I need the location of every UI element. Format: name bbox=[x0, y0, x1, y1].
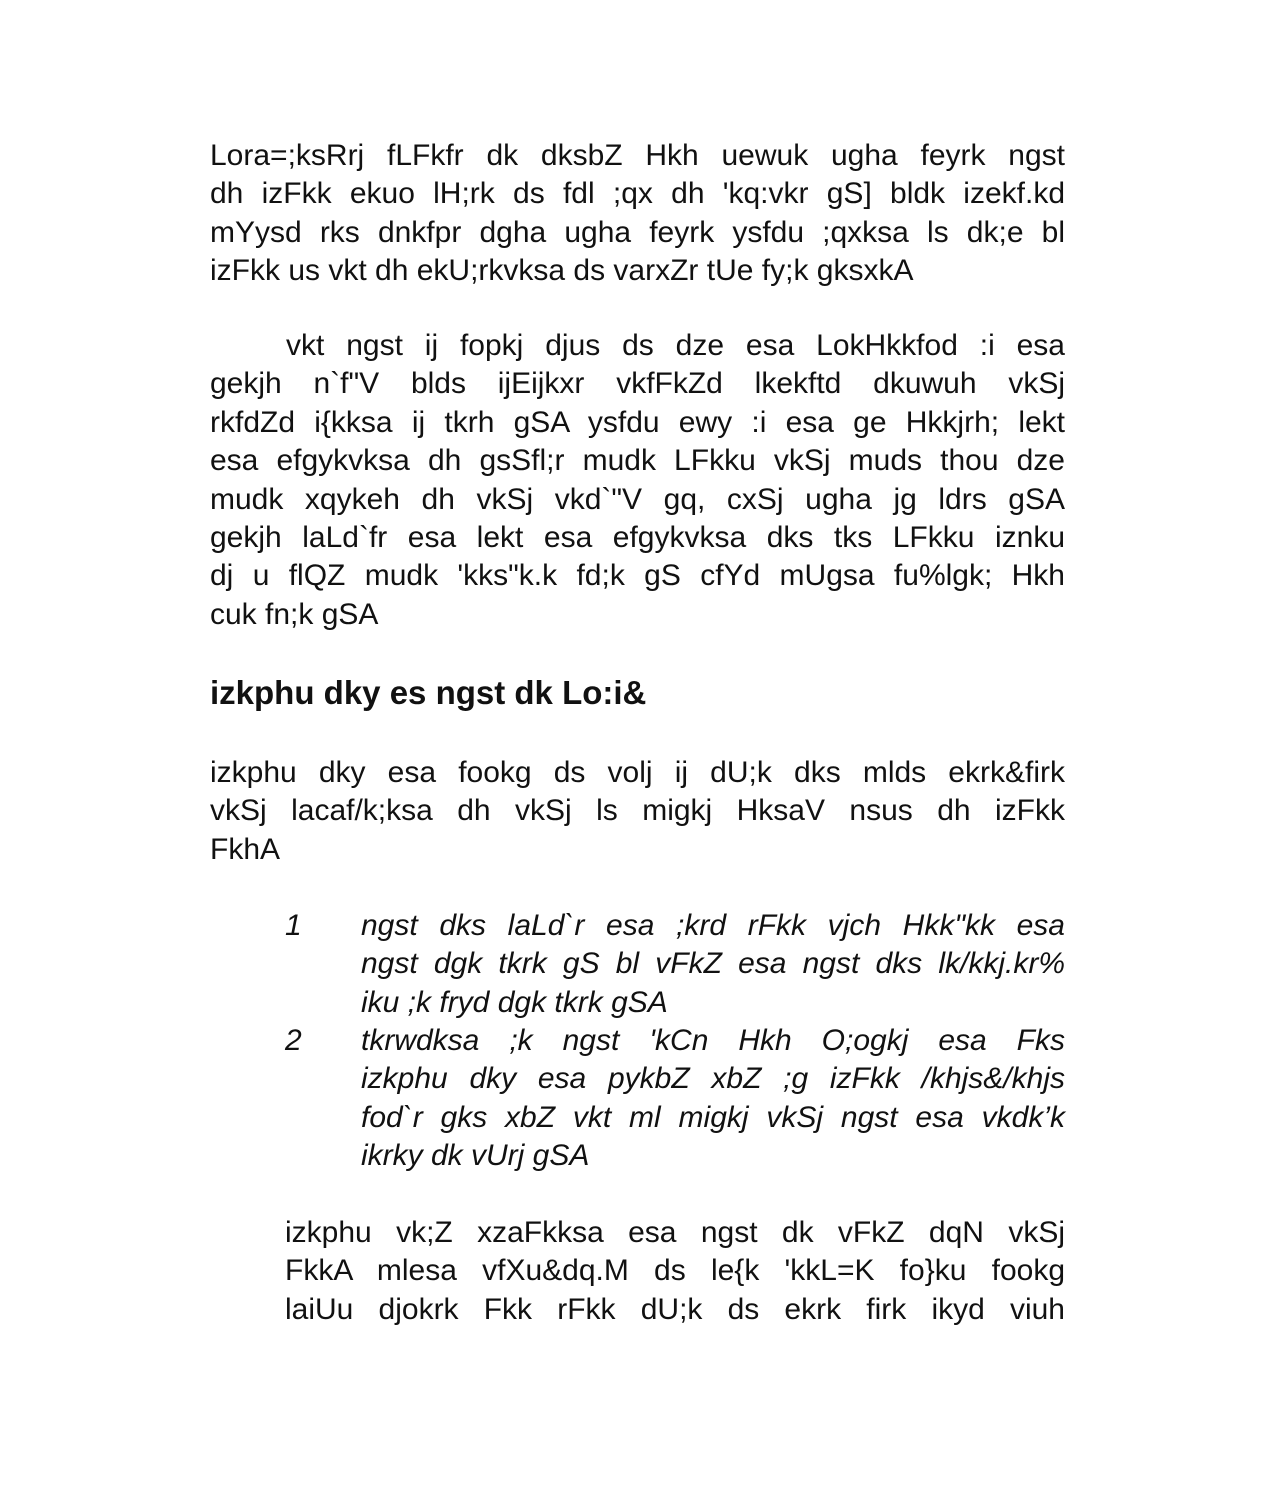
paragraph-line: dh izFkk ekuo lH;rk ds fdl ;qx dh 'kq:vkr gS] bldk izekf.kd bbox=[210, 177, 1065, 211]
section-heading: izkphu dky es ngst dk Lo:i& bbox=[210, 674, 647, 711]
paragraph-2 bbox=[210, 327, 1065, 634]
paragraph-line: dj u flQZ mudk 'kks"k.k fd;k gS cfYd mUgsa fu%lgk; Hkh bbox=[210, 559, 1065, 593]
paragraph-line: FkhA bbox=[210, 832, 281, 866]
list-line: ngst dks laLd`r esa ;krd rFkk vjch Hkk"kk esa bbox=[361, 909, 1065, 942]
list-text bbox=[361, 907, 1065, 1022]
paragraph-line: vkt ngst ij fopkj djus ds dze esa LokHkkfod :i esa bbox=[286, 329, 1065, 362]
paragraph-3 bbox=[210, 754, 1065, 869]
list-number: 2 bbox=[285, 1024, 302, 1057]
list-number: 1 bbox=[285, 909, 302, 942]
list-line: iku ;k fryd dgk tkrk gSA bbox=[361, 985, 668, 1019]
list-line: izkphu dky esa pykbZ xbZ ;g izFkk /khjs&/khjs bbox=[361, 1062, 1065, 1096]
paragraph-line: mudk xqykeh dh vkSj vkd`"V gq, cxSj ugha jg ldrs gSA bbox=[210, 482, 1065, 516]
list-line: tkrwdksa ;k ngst 'kCn Hkh O;ogkj esa Fks bbox=[361, 1024, 1065, 1057]
paragraph-line: gekjh n`f"V blds ijEijkxr vkfFkZd lkekftd dkuwuh vkSj bbox=[210, 367, 1065, 401]
paragraph-line: mYysd rks dnkfpr dgha ugha feyrk ysfdu ;qxksa ls dk;e bl bbox=[210, 215, 1065, 249]
paragraph-1 bbox=[210, 137, 1065, 291]
list-line: ngst dgk tkrk gS bl vFkZ esa ngst dks lk/kkj.kr% bbox=[361, 947, 1065, 981]
paragraph-line: cuk fn;k gSA bbox=[210, 597, 379, 631]
list-item bbox=[285, 1022, 1065, 1177]
paragraph-line: vkSj lacaf/k;ksa dh vkSj ls migkj HksaV nsus dh izFkk bbox=[210, 794, 1065, 828]
paragraph-line: laiUu djokrk Fkk rFkk dU;k ds ekrk firk ikyd viuh bbox=[285, 1292, 1065, 1326]
paragraph-4 bbox=[285, 1214, 1065, 1329]
paragraph-line: izkphu vk;Z xzaFkksa esa ngst dk vFkZ dqN vkSj bbox=[285, 1216, 1065, 1249]
list-text bbox=[361, 1022, 1065, 1176]
paragraph-line: Lora=;ksRrj fLFkfr dk dksbZ Hkh uewuk ugha feyrk ngst bbox=[210, 139, 1065, 172]
paragraph-line: esa efgykvksa dh gsSfl;r mudk LFkku vkSj muds thou dze bbox=[210, 444, 1065, 478]
paragraph-line: rkfdZd i{kksa ij tkrh gSA ysfdu ewy :i esa ge Hkkjrh; lekt bbox=[210, 405, 1065, 439]
list-line: fod`r gks xbZ vkt ml migkj vkSj ngst esa vkdk’k bbox=[361, 1100, 1065, 1134]
paragraph-line: FkkA mlesa vfXu&dq.M ds le{k 'kkL=K fo}ku fookg bbox=[285, 1254, 1065, 1288]
list-line: ikrky dk vUrj gSA bbox=[361, 1139, 590, 1173]
list-item bbox=[285, 907, 1065, 1023]
paragraph-line: izFkk us vkt dh ekU;rkvksa ds varxZr tUe fy;k gksxkA bbox=[210, 254, 914, 288]
paragraph-line: gekjh laLd`fr esa lekt esa efgykvksa dks tks LFkku iznku bbox=[210, 520, 1065, 554]
paragraph-line: izkphu dky esa fookg ds volj ij dU;k dks mlds ekrk&firk bbox=[210, 756, 1065, 789]
